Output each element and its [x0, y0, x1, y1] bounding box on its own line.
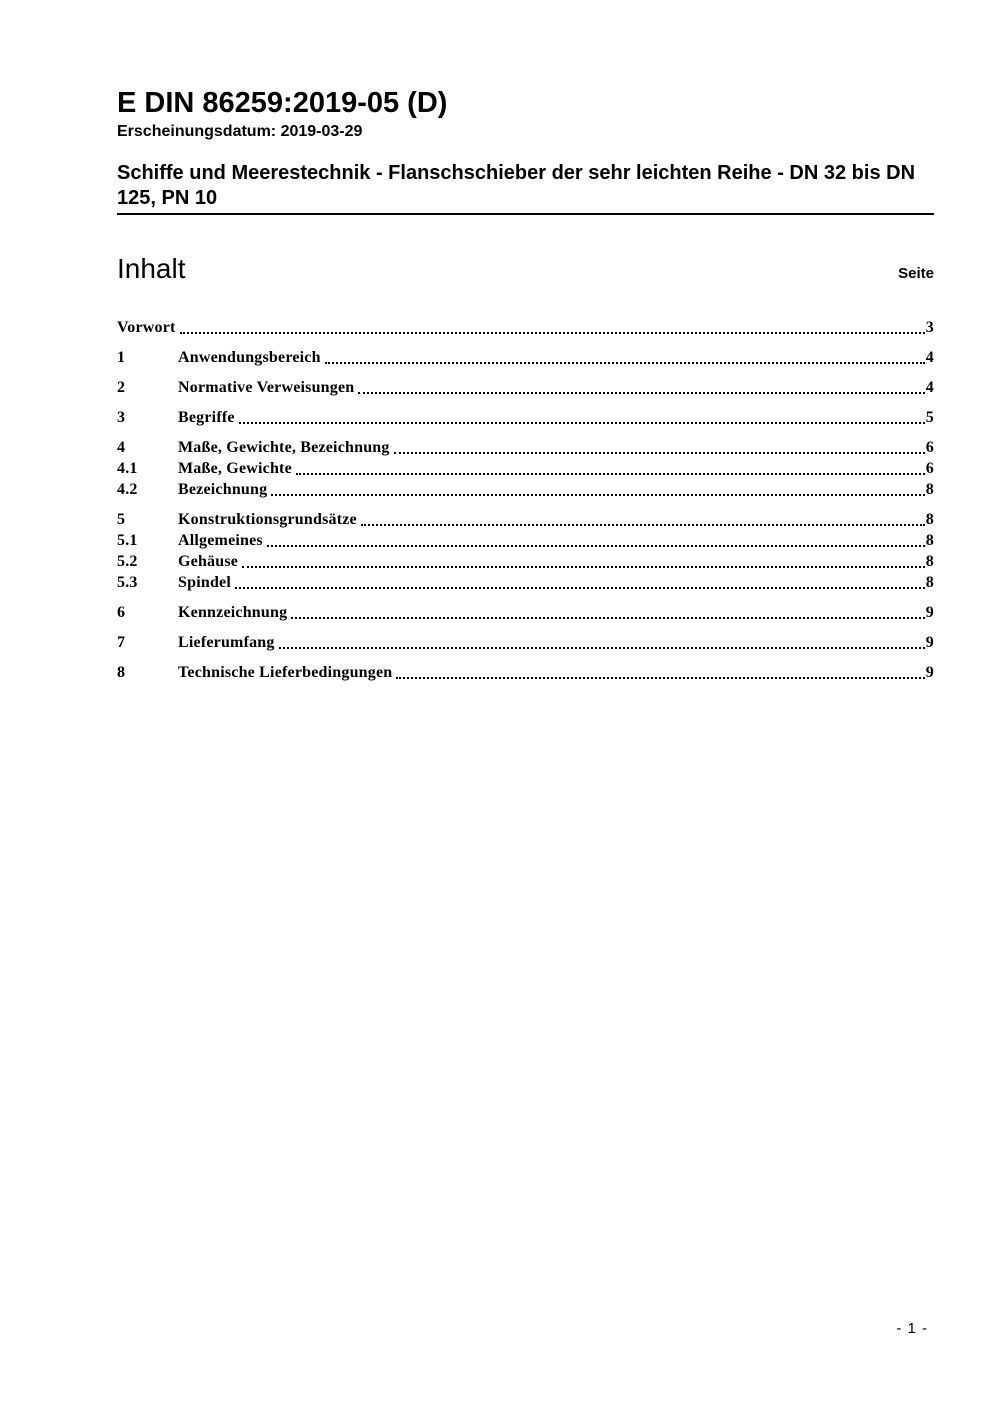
toc-dot-leader	[271, 494, 924, 496]
toc-entry	[117, 509, 934, 530]
toc-group	[117, 407, 934, 428]
toc-dot-leader	[235, 587, 925, 589]
toc-entry-page: 8	[925, 574, 934, 591]
toc-entry-title: Bezeichnung	[178, 481, 268, 498]
toc-entry-title: Normative Verweisungen	[178, 379, 355, 396]
toc-entry-title: Maße, Gewichte, Bezeichnung	[178, 439, 390, 456]
toc-entry-title: Gehäuse	[178, 553, 239, 570]
table-of-contents	[117, 317, 934, 683]
toc-group	[117, 317, 934, 338]
toc-entry-page: 4	[925, 379, 934, 396]
toc-entry	[117, 632, 934, 653]
toc-entry-number: 4.2	[117, 481, 138, 498]
toc-entry-number: 5	[117, 511, 126, 528]
toc-group	[117, 509, 934, 593]
toc-heading: Inhalt	[117, 253, 186, 284]
toc-group	[117, 632, 934, 653]
toc-header	[117, 254, 934, 284]
toc-dot-leader	[361, 524, 925, 526]
page-content	[0, 0, 992, 683]
toc-entry-page: 3	[925, 319, 934, 336]
toc-entry-page: 8	[925, 481, 934, 498]
toc-entry-title: Maße, Gewichte	[178, 460, 292, 477]
toc-entry-number: 5.3	[117, 574, 138, 591]
toc-dot-leader	[296, 473, 925, 475]
toc-entry-page: 6	[925, 460, 934, 477]
toc-entry-title: Anwendungsbereich	[178, 349, 321, 366]
toc-dot-leader	[358, 392, 924, 394]
toc-entry-number: 4	[117, 439, 126, 456]
toc-dot-leader	[325, 362, 925, 364]
toc-entry	[117, 602, 934, 623]
toc-entry-number: 8	[117, 664, 126, 681]
toc-entry-number: 1	[117, 349, 126, 366]
toc-entry	[117, 662, 934, 683]
toc-dot-leader	[396, 677, 924, 679]
toc-entry-number: 4.1	[117, 460, 138, 477]
toc-dot-leader	[279, 647, 925, 649]
page-column-label: Seite	[898, 265, 934, 282]
toc-entry	[117, 458, 934, 479]
toc-entry-title: Kennzeichnung	[178, 604, 288, 621]
toc-entry	[117, 317, 934, 338]
toc-dot-leader	[394, 452, 925, 454]
toc-entry-page: 6	[925, 439, 934, 456]
toc-entry	[117, 572, 934, 593]
toc-entry-title: Konstruktionsgrundsätze	[178, 511, 357, 528]
toc-group	[117, 437, 934, 500]
toc-entry-page: 8	[925, 511, 934, 528]
toc-entry-number: 3	[117, 409, 126, 426]
toc-entry-title: Begriffe	[178, 409, 235, 426]
toc-entry-number: 5.1	[117, 532, 138, 549]
toc-entry-number: 6	[117, 604, 126, 621]
toc-dot-leader	[239, 422, 925, 424]
toc-dot-leader	[180, 332, 925, 334]
toc-entry-page: 5	[925, 409, 934, 426]
toc-entry-page: 9	[925, 634, 934, 651]
toc-entry-title: Spindel	[178, 574, 231, 591]
toc-entry-number: 2	[117, 379, 126, 396]
toc-entry-page: 8	[925, 532, 934, 549]
toc-entry	[117, 437, 934, 458]
toc-entry-number: 7	[117, 634, 126, 651]
toc-group	[117, 347, 934, 368]
toc-dot-leader	[267, 545, 925, 547]
footer-page-number: - 1 -	[896, 1320, 928, 1337]
toc-entry-page: 4	[925, 349, 934, 366]
toc-entry-page: 8	[925, 553, 934, 570]
toc-entry	[117, 377, 934, 398]
toc-entry	[117, 530, 934, 551]
toc-entry	[117, 551, 934, 572]
toc-entry-title: Allgemeines	[178, 532, 263, 549]
toc-group	[117, 377, 934, 398]
document-subtitle: Schiffe und Meerestechnik - Flanschschieber der sehr leichten Reihe - DN 32 bis DN 125, PN 10	[117, 161, 934, 215]
toc-entry	[117, 407, 934, 428]
document-title: E DIN 86259:2019-05 (D)	[117, 87, 448, 119]
toc-entry-title: Lieferumfang	[178, 634, 275, 651]
toc-entry	[117, 347, 934, 368]
toc-dot-leader	[291, 617, 925, 619]
toc-group	[117, 662, 934, 683]
toc-entry-page: 9	[925, 604, 934, 621]
toc-entry	[117, 479, 934, 500]
release-date: Erscheinungsdatum: 2019-03-29	[117, 123, 363, 140]
toc-entry-title: Technische Lieferbedingungen	[178, 664, 393, 681]
toc-group	[117, 602, 934, 623]
toc-entry-title: Vorwort	[117, 319, 176, 336]
toc-entry-number: 5.2	[117, 553, 138, 570]
toc-entry-page: 9	[925, 664, 934, 681]
toc-dot-leader	[242, 566, 925, 568]
